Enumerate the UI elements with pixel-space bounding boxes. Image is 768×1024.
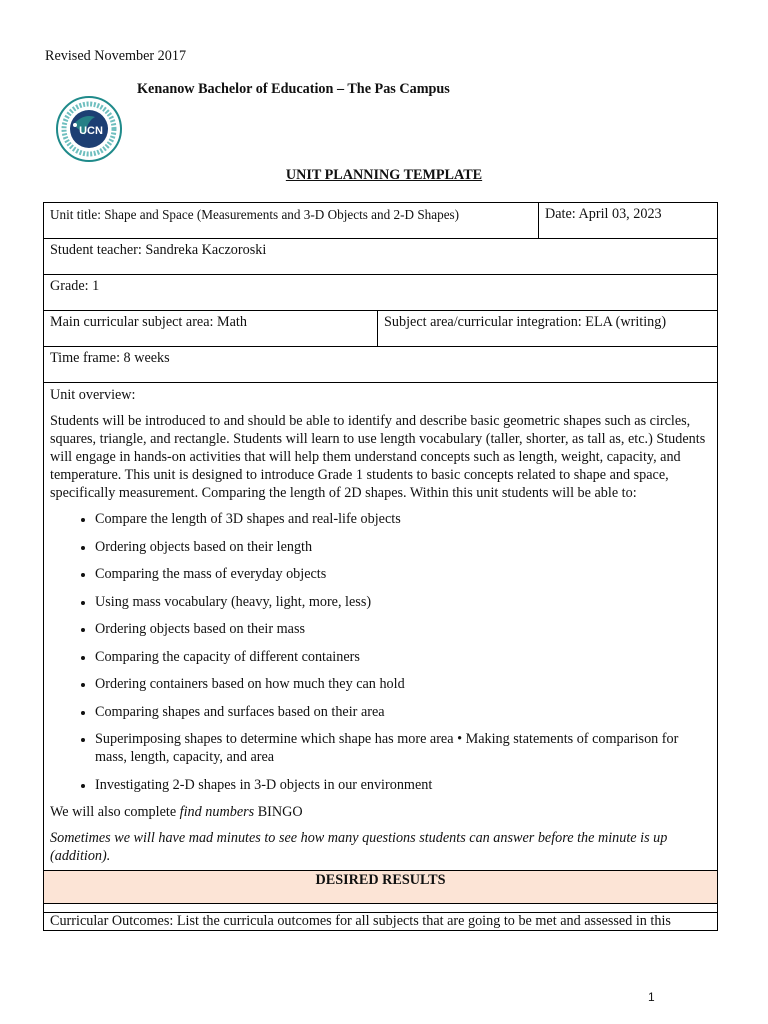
page-number: 1	[648, 990, 655, 1004]
learning-list	[50, 510, 711, 794]
list-item: • Ordering objects based on their mass	[95, 620, 711, 638]
logo-text: UCN	[79, 125, 103, 137]
list-item: • Ordering objects based on their length	[95, 538, 711, 556]
integration-cell: Subject area/curricular integration: ELA (writing)	[378, 311, 718, 347]
institution-name: Kenanow Bachelor of Education – The Pas Campus	[137, 81, 450, 97]
desired-results-heading: DESIRED RESULTS	[44, 871, 718, 904]
list-item: • Ordering containers based on how much they can hold	[95, 675, 711, 693]
main-subject-cell: Main curricular subject area: Math	[44, 311, 378, 347]
page-title: UNIT PLANNING TEMPLATE	[285, 167, 483, 183]
bingo-note	[50, 803, 711, 821]
ucn-logo-icon	[55, 95, 123, 163]
revised-date: Revised November 2017	[45, 48, 187, 64]
bingo-suffix: BINGO	[254, 804, 303, 820]
student-teacher-cell: Student teacher: Sandreka Kaczoroski	[44, 239, 718, 275]
ucn-logo	[55, 95, 123, 163]
overview-intro: Students will be introduced to and should be able to identify and describe basic geometric shapes such as circles, squares, triangle, and rectangle. Students will learn to use length vocabulary (taller, shorter, as tall as, etc.) Students will engage in hands-on activities that will help them understand concepts such as length, weight, capacity, and temperature. This unit is designed to introduce Grade 1 students to basic concepts related to shape and space, specifically measurement. Comparing the length of 2D shapes. Within this unit students will be able to:	[50, 413, 706, 501]
curricular-outcomes-cell: Curricular Outcomes: List the curricula outcomes for all subjects that are going to be met and assessed in this	[44, 913, 718, 931]
list-item: • Using mass vocabulary (heavy, light, more, less)	[95, 593, 711, 611]
mad-minutes-text: Sometimes we will have mad minutes to see how many questions students can answer before the minute is up (addition).	[50, 830, 668, 864]
grade-cell: Grade: 1	[44, 275, 718, 311]
mad-minutes-note	[50, 829, 711, 865]
list-item: • Comparing the mass of everyday objects	[95, 565, 711, 583]
time-frame-cell: Time frame: 8 weeks	[44, 347, 718, 383]
bingo-prefix: We will also complete	[50, 804, 180, 820]
list-item: • Compare the length of 3D shapes and real-life objects	[95, 510, 711, 528]
empty-row	[44, 904, 718, 913]
list-item: • Investigating 2-D shapes in 3-D objects in our environment	[95, 776, 711, 794]
list-item: • Superimposing shapes to determine which shape has more area • Making statements of comparison for mass, length, capacity, and area	[95, 730, 711, 766]
list-item: • Comparing the capacity of different containers	[95, 648, 711, 666]
bingo-italic: find numbers	[179, 804, 255, 820]
overview-label: Unit overview:	[50, 387, 136, 403]
unit-title-cell: Unit title: Shape and Space (Measurements and 3-D Objects and 2-D Shapes)	[44, 203, 539, 239]
unit-overview-cell	[44, 383, 718, 871]
unit-planning-table	[43, 202, 718, 931]
date-cell: Date: April 03, 2023	[539, 203, 718, 239]
list-item: • Comparing shapes and surfaces based on their area	[95, 703, 711, 721]
